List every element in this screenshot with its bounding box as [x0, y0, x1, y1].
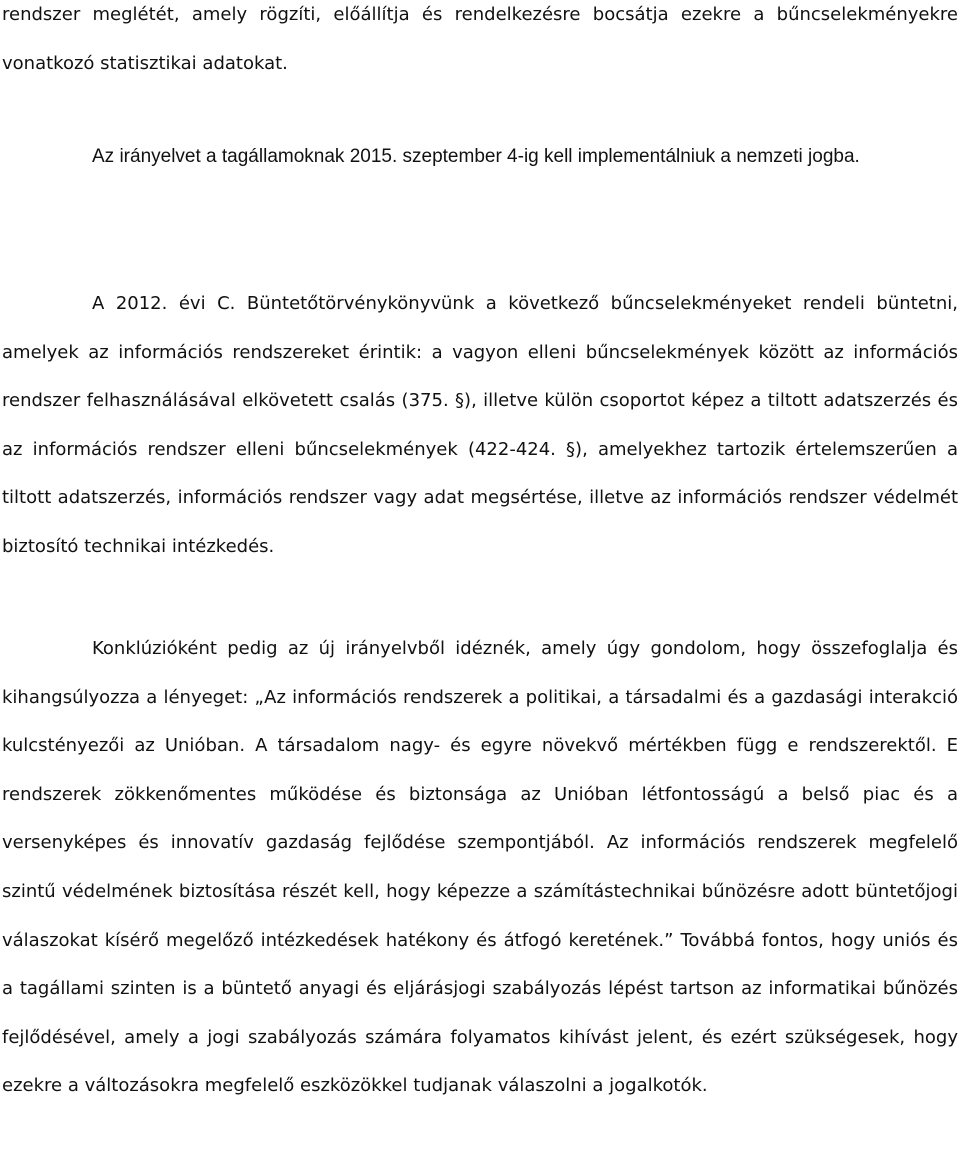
paragraph-criminal-code: A 2012. évi C. Büntetőtörvénykönyvünk a következő bűncselekményeket rendeli büntetni, amelyek az információs rendszereket érintik: a vagyon elleni bűncselekmények között az információs rendszer felhasználásával elkövetett csalás (375. §), illetve külön csoportot képez a tiltott adatszerzés és az információs rendszer elleni bűncselekmények (422-424. §), amelyekhez tartozik értelemszerűen a tiltott adatszerzés, információs rendszer vagy adat megsértése, illetve az információs rendszer védelmét biztosító technikai intézkedés.: [2, 293, 958, 557]
paragraph-implementation-deadline: Az irányelvet a tagállamoknak 2015. szeptember 4-ig kell implementálniuk a nemzeti jogba.: [92, 146, 860, 167]
paragraph-conclusion: Konklúzióként pedig az új irányelvből idéznék, amely úgy gondolom, hogy összefoglalja és kihangsúlyozza a lényeget: „Az információs rendszerek a politikai, a társadalmi és a gazdasági interakció kulcstényezői az Unióban. A társadalom nagy- és egyre növekvő mértékben függ e rendszerektől. E rendszerek zökkenőmentes működése és biztonsága az Unióban létfontosságú a belső piac és a versenyképes és innovatív gazdaság fejlődése szempontjából. Az információs rendszerek megfelelő szintű védelmének biztosítása részét kell, hogy képezze a számítástechnikai bűnözésre adott büntetőjogi válaszokat kísérő megelőző intézkedések hatékony és átfogó keretének.” Továbbá fontos, hogy uniós és a tagállami szinten is a büntető anyagi és eljárásjogi szabályozás lépést tartson az informatikai bűnözés fejlődésével, amely a jogi szabályozás számára folyamatos kihívást jelent, és ezért szükségesek, hogy ezekre a változásokra megfelelő eszközökkel tudjanak válaszolni a jogalkotók.: [2, 638, 958, 1097]
paragraph-statistics-continuation: rendszer meglétét, amely rögzíti, előállítja és rendelkezésre bocsátja ezekre a bűncselekményekre vonatkozó statisztikai adatokat.: [2, 4, 958, 74]
